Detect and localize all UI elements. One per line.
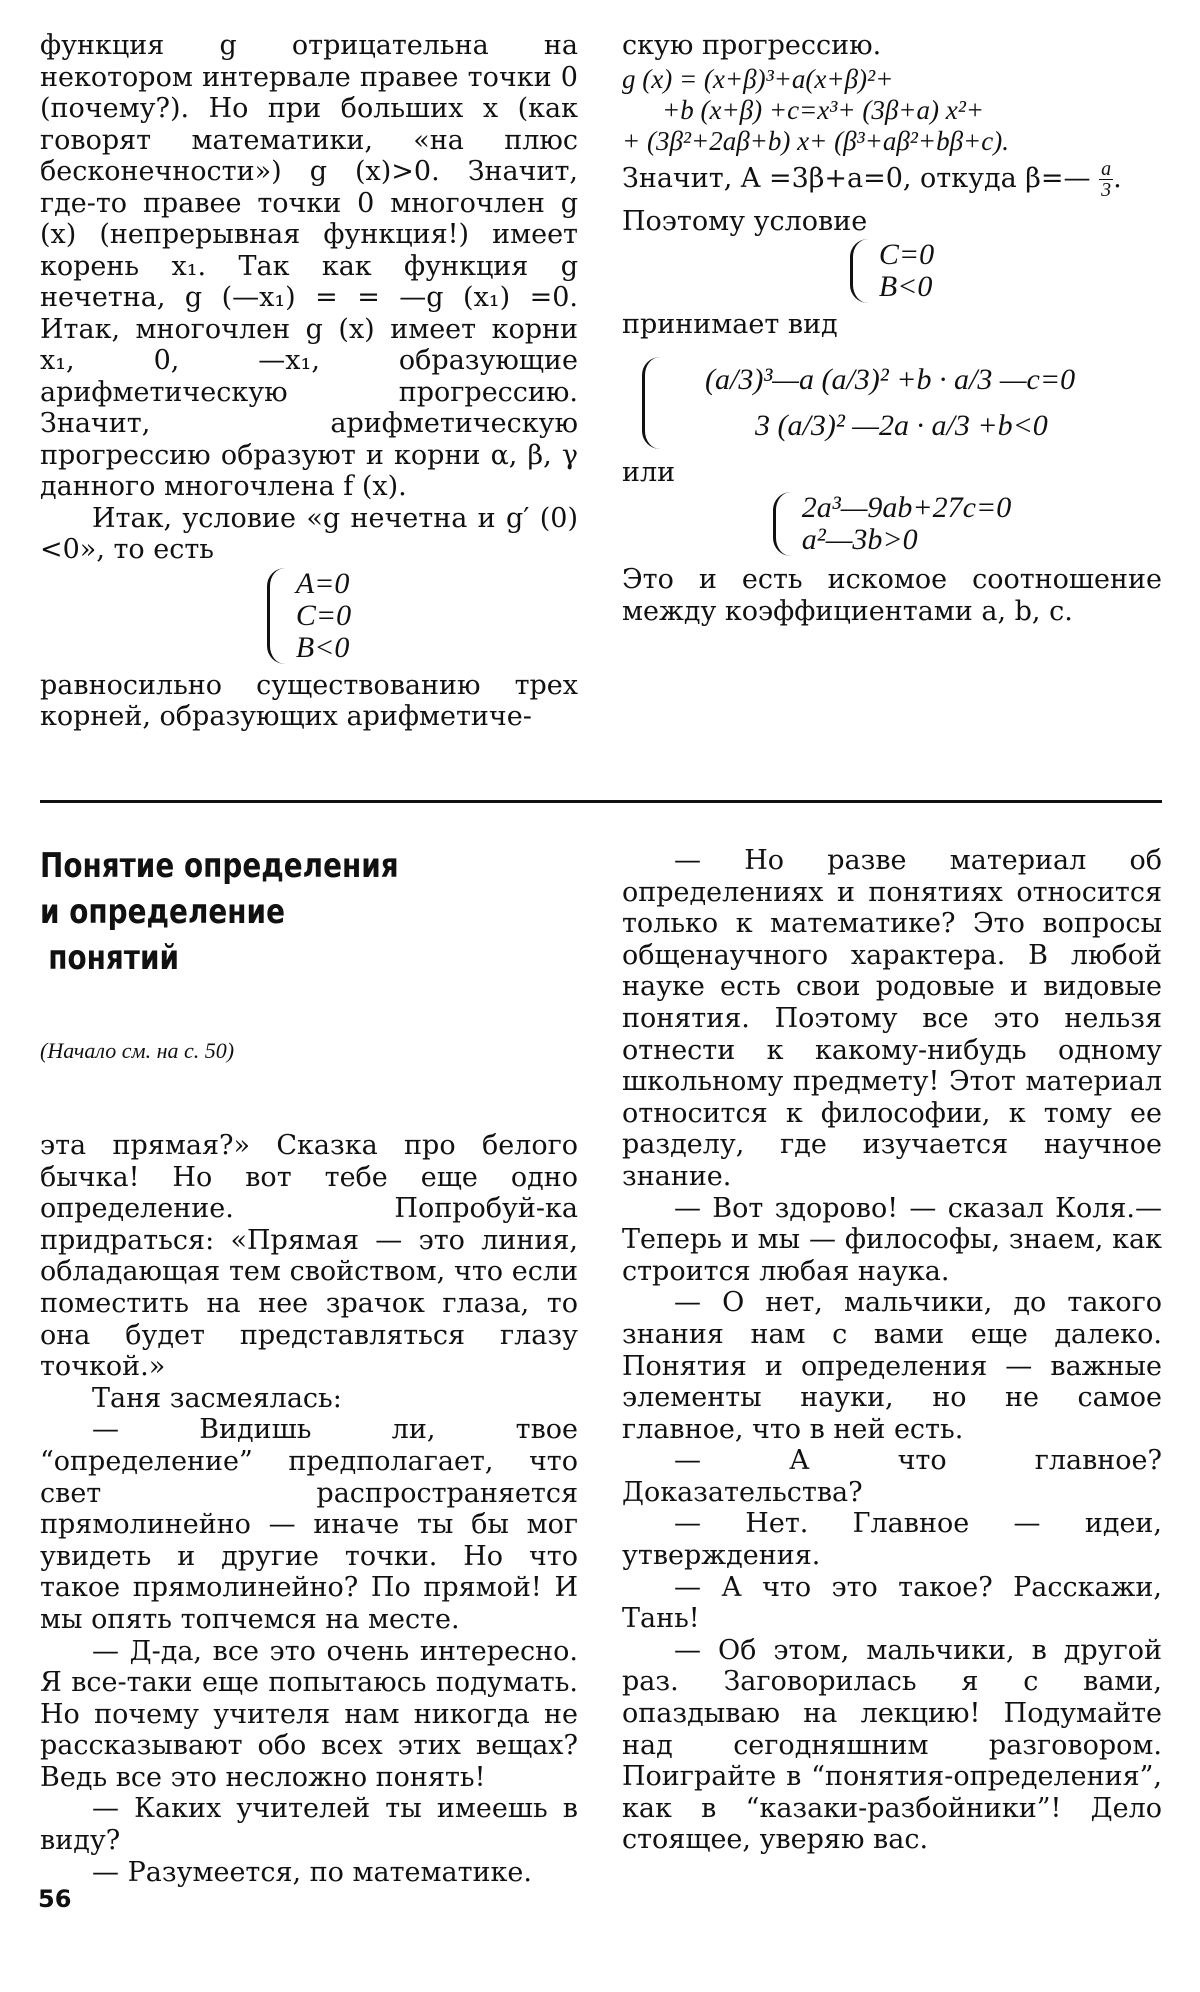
- article-right-column: [622, 845, 1162, 1856]
- article-paragraph: Таня засмеялась:: [92, 1382, 342, 1414]
- article-title-line: и определение: [40, 892, 285, 932]
- equation-line: g (x) = (x+β)³+a(x+β)²+: [622, 63, 894, 94]
- equation-line: +b (x+β) +c=x³+ (3β+a) x²+: [662, 94, 985, 125]
- article-paragraph: эта прямая?» Сказка про белого бычка! Но вот тебе еще одно определение. Попробуй-ка придраться: «Прямая — это линия, обладающая тем свойством, что если поместить на нее зрачок глаза, то она будет представляться глазу точкой.»: [40, 1130, 578, 1383]
- system-coefficients: [642, 357, 1075, 449]
- article-paragraph: — Разумеется, по математике.: [92, 1856, 532, 1888]
- system-cb: [850, 239, 934, 303]
- right-paragraph-3: Поэтому условие: [622, 205, 868, 237]
- system-line: C=0: [878, 238, 935, 271]
- system-final: [773, 492, 1011, 556]
- left-paragraph-2: Итак, условие «g нечетна и g′ (0) <0», то есть: [40, 502, 578, 565]
- left-paragraph-1: функция g отрицательна на некотором интервале правее точки 0 (почему?). Но при больших x (как говорят математики, «на плюс бесконечности») g (x)>0. Значит, где-то правее точки 0 многочлен g (x) (непрерывная функция!) имеет корень x₁. Так как функция g нечетна, g (—x₁) = = —g (x₁) =0. Итак, многочлен g (x) имеет корни x₁, 0, —x₁, образующие арифметическую прогрессию. Значит, арифметическую прогрессию образуют и корни α, β, γ данного многочлена f (x).: [40, 30, 578, 502]
- right-paragraph-2: Значит, A =3β+a=0, откуда β=— $\frac{a}{3}$ .: [622, 157, 1122, 201]
- article-title-line: Понятие определения: [40, 846, 399, 886]
- section-divider: [40, 800, 1162, 803]
- brace-icon: [642, 357, 667, 449]
- equation-block: [622, 64, 1162, 157]
- fraction-denominator: 3: [1101, 178, 1112, 201]
- system-line: C=0: [295, 598, 352, 632]
- article-paragraph: — А что главное? Доказательства?: [622, 1445, 1162, 1508]
- right-paragraph-4: принимает вид: [622, 309, 838, 340]
- system-line: A=0: [295, 566, 350, 600]
- right-paragraph-5: или: [622, 456, 676, 488]
- system-abc: [267, 568, 351, 664]
- article-paragraph: — О нет, мальчики, до такого знания нам с вами еще далеко. Понятия и определения — важные элементы науки, но не самое главное, что в ней есть.: [622, 1287, 1162, 1445]
- system-line: B<0: [878, 270, 933, 303]
- system-line: (a/3)³—a (a/3)² +b · a/3 —c=0: [705, 362, 1076, 396]
- page-number: 56: [38, 1885, 72, 1913]
- brace-icon: [267, 568, 288, 664]
- brace-icon: [850, 239, 871, 303]
- article-paragraph: — Д-да, все это очень интересно. Я все-таки еще попытаюсь подумать. Но почему учителя нам никогда не рассказывают обо всех этих вещах? Ведь все это несложно понять!: [40, 1635, 578, 1793]
- continuation-note: (Начало см. на с. 50): [40, 1038, 235, 1063]
- brace-icon: [773, 492, 794, 556]
- fraction-a-over-3: [1099, 159, 1113, 200]
- system-line: B<0: [295, 630, 350, 664]
- article-paragraph: — А что это такое? Расскажи, Тань!: [622, 1571, 1162, 1635]
- top-right-column: [622, 30, 1162, 627]
- left-paragraph-3: равносильно существованию трех корней, образующих арифметиче-: [40, 669, 578, 732]
- article-paragraph: — Нет. Главное — идеи, утверждения.: [622, 1508, 1162, 1572]
- system-line: 3 (a/3)² —2a · a/3 +b<0: [755, 408, 1048, 442]
- article-title: [40, 843, 399, 981]
- system-line: 2a³—9ab+27c=0: [801, 491, 1012, 524]
- system-line: a²—3b>0: [801, 523, 918, 556]
- article-left-column: [40, 1130, 578, 1888]
- fraction-numerator: a: [1101, 157, 1112, 180]
- article-title-line: понятий: [48, 938, 180, 978]
- article-paragraph: — Каких учителей ты имеешь в виду?: [40, 1793, 578, 1857]
- article-paragraph: — Видишь ли, твое “определение” предполагает, что свет распространяется прямолинейно — иначе ты бы мог увидеть и другие точки. Но что такое прямолинейно? По прямой! И мы опять топчемся на месте.: [40, 1414, 578, 1635]
- article-paragraph: — Вот здорово! — сказал Коля.— Теперь и мы — философы, знаем, как строится любая наука.: [622, 1192, 1162, 1287]
- article-paragraph: — Но разве материал об определениях и понятиях относится только к математике? Это вопросы общенаучного характера. В любой науке есть свои родовые и видовые понятия. Поэтому все это нельзя отнести к какому-нибудь одному школьному предмету! Этот материал относится к философии, к тому ее разделу, где изучается научное знание.: [622, 845, 1162, 1192]
- top-left-column: [40, 30, 578, 733]
- right-paragraph-1: скую прогрессию.: [622, 30, 882, 61]
- article-paragraph: — Об этом, мальчики, в другой раз. Заговорилась я с вами, опаздываю на лекцию! Подумайте над сегодняшним разговором. Поиграйте в “понятия-определения”, как в “казаки-разбойники”! Дело стоящее, уверяю вас.: [622, 1634, 1162, 1856]
- equation-line: + (3β²+2aβ+b) x+ (β³+aβ²+bβ+c).: [622, 125, 1009, 156]
- right-paragraph-6: Это и есть искомое соотношение между коэффициентами a, b, c.: [622, 564, 1162, 627]
- right-paragraph-2-text: Значит, A =3β+a=0, откуда β=—: [622, 162, 1091, 194]
